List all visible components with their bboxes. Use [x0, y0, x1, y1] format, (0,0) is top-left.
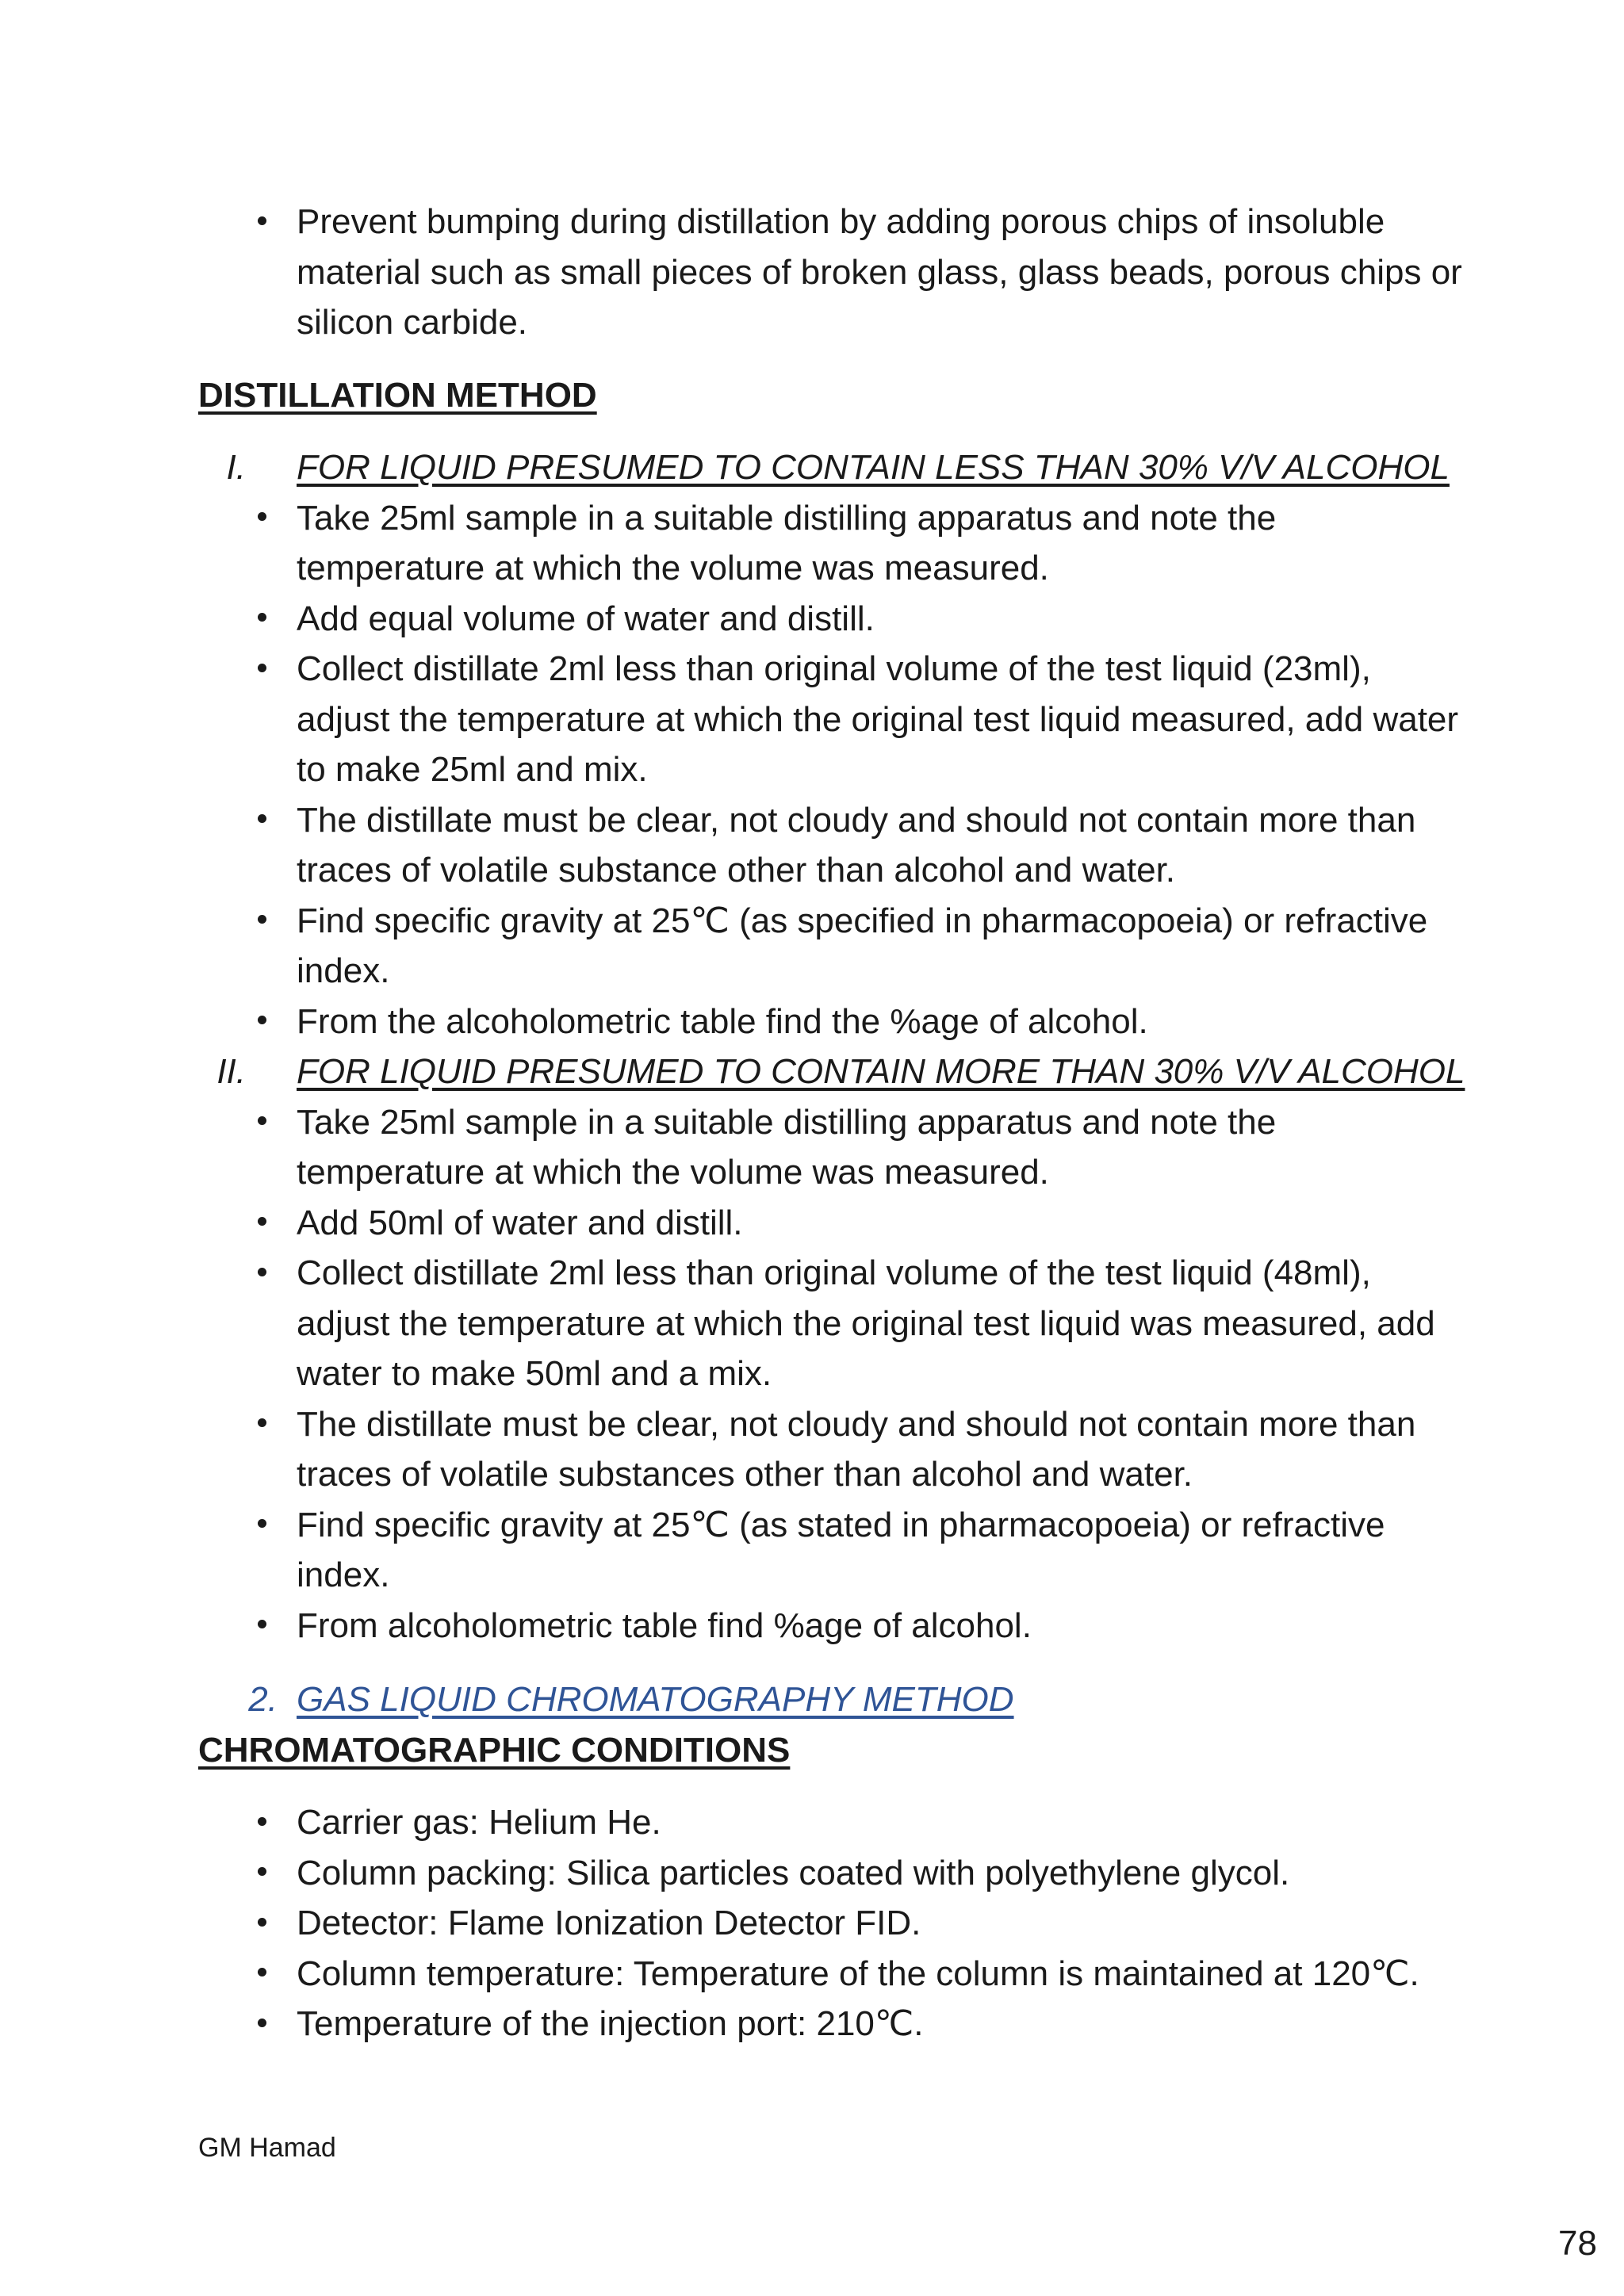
list-item	[198, 1601, 1467, 1651]
footer-author: GM Hamad	[198, 2133, 336, 2163]
section-title-text: FOR LIQUID PRESUMED TO CONTAIN LESS THAN 30% V/V ALCOHOL	[297, 448, 1450, 487]
chromatographic-conditions-heading: CHROMATOGRAPHIC CONDITIONS	[198, 1730, 791, 1770]
list-item	[198, 795, 1467, 896]
bullet-text: Find specific gravity at 25℃ (as stated in pharmacopoeia) or refractive index.	[297, 1505, 1385, 1594]
gas-chromatography-heading	[198, 1674, 1467, 1725]
list-item	[198, 1898, 1467, 1949]
list-item	[198, 997, 1467, 1047]
list-item	[198, 644, 1467, 795]
list-item	[198, 1999, 1467, 2049]
bullet-text: Carrier gas: Helium He.	[297, 1803, 661, 1842]
bullet-text: The distillate must be clear, not cloudy and should not contain more than traces of volatile substances other than alcohol and water.	[297, 1404, 1416, 1494]
bullet-icon	[246, 997, 278, 1047]
bullet-text: From alcoholometric table find %age of alcohol.	[297, 1605, 1032, 1645]
section-1-title	[198, 442, 1467, 493]
bullet-text: Take 25ml sample in a suitable distilling apparatus and note the temperature at which the volume was measured.	[297, 1102, 1277, 1192]
bullet-text: Column temperature: Temperature of the column is maintained at 120℃.	[297, 1954, 1419, 1993]
list-item	[198, 594, 1467, 645]
list-item	[198, 197, 1467, 348]
section-title-text: GAS LIQUID CHROMATOGRAPHY METHOD	[297, 1680, 1014, 1719]
bullet-icon	[246, 1898, 278, 1949]
bullet-text: Collect distillate 2ml less than original volume of the test liquid (23ml), adjust the temperature at which the original test liquid measured, add water to make 25ml and mix.	[297, 649, 1459, 789]
list-item	[198, 493, 1467, 594]
bullet-text: Column packing: Silica particles coated with polyethylene glycol.	[297, 1853, 1290, 1892]
bullet-text: Find specific gravity at 25℃ (as specified in pharmacopoeia) or refractive index.	[297, 901, 1428, 990]
list-item	[198, 896, 1467, 997]
bullet-text: Add 50ml of water and distill.	[297, 1203, 743, 1242]
list-item	[198, 1949, 1467, 1999]
section-2-title	[198, 1047, 1467, 1097]
bullet-text: Take 25ml sample in a suitable distilling apparatus and note the temperature at which the volume was measured.	[297, 498, 1277, 587]
bullet-icon	[246, 1399, 278, 1450]
bullet-icon	[246, 1248, 278, 1299]
list-item	[198, 1248, 1467, 1399]
page-number: 78	[1558, 2224, 1597, 2263]
bullet-icon	[246, 896, 278, 947]
section-number: 2.	[248, 1680, 278, 1719]
bullet-icon	[246, 795, 278, 846]
distillation-heading: DISTILLATION METHOD	[198, 375, 597, 415]
section-numeral: I.	[226, 448, 246, 487]
page-content	[198, 197, 1467, 2049]
bullet-text: From the alcoholometric table find the %age of alcohol.	[297, 1001, 1148, 1041]
list-item	[198, 1399, 1467, 1500]
bullet-text: The distillate must be clear, not cloudy and should not contain more than traces of volatile substance other than alcohol and water.	[297, 800, 1416, 890]
bullet-icon	[246, 493, 278, 544]
bullet-text: Detector: Flame Ionization Detector FID.	[297, 1904, 921, 1942]
bullet-text: Prevent bumping during distillation by adding porous chips of insoluble material such as small pieces of broken glass, glass beads, porous chips or silicon carbide.	[297, 202, 1462, 342]
bullet-icon	[246, 1999, 278, 2049]
section-title-text: FOR LIQUID PRESUMED TO CONTAIN MORE THAN 30% V/V ALCOHOL	[297, 1052, 1465, 1091]
list-item	[198, 1500, 1467, 1601]
bullet-text: Temperature of the injection port: 210℃.	[297, 2004, 924, 2043]
list-item	[198, 1848, 1467, 1899]
bullet-icon	[246, 1198, 278, 1249]
list-item	[198, 1198, 1467, 1249]
bullet-icon	[246, 197, 278, 247]
bullet-icon	[246, 644, 278, 695]
list-item	[198, 1797, 1467, 1848]
section-numeral: II.	[216, 1052, 246, 1091]
bullet-icon	[246, 1500, 278, 1551]
list-item	[198, 1097, 1467, 1198]
bullet-text: Collect distillate 2ml less than original volume of the test liquid (48ml), adjust the temperature at which the original test liquid was measured, add water to make 50ml and a mix.	[297, 1253, 1435, 1393]
bullet-icon	[246, 1797, 278, 1848]
bullet-icon	[246, 1848, 278, 1899]
bullet-icon	[246, 1949, 278, 1999]
bullet-icon	[246, 594, 278, 645]
bullet-icon	[246, 1601, 278, 1651]
bullet-icon	[246, 1097, 278, 1148]
bullet-text: Add equal volume of water and distill.	[297, 599, 875, 638]
